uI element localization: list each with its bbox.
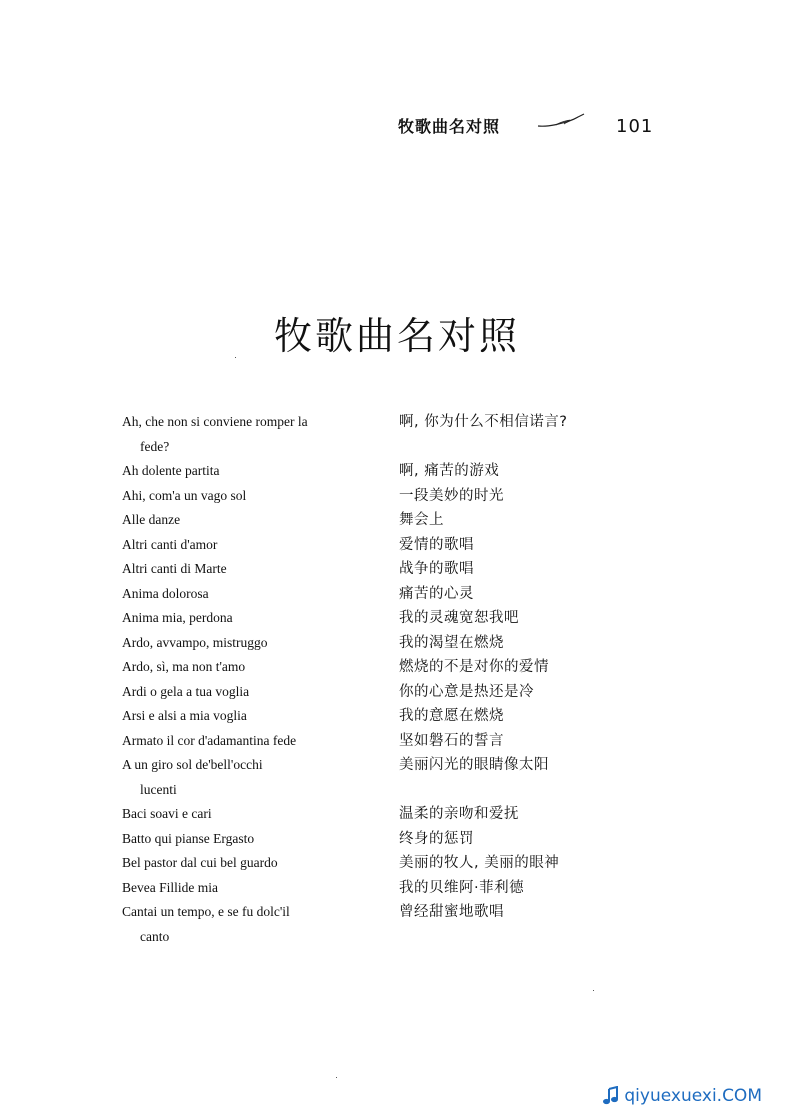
translated-title: 终身的惩罚: [399, 830, 474, 847]
translated-title: 啊, 痛苦的游戏: [399, 463, 500, 479]
translated-title: 爱情的歌唱: [399, 536, 474, 553]
scan-speck: [336, 1077, 337, 1078]
page-number: 101: [616, 116, 654, 137]
original-title-line: A un giro sol de'bell'occhi: [122, 757, 263, 772]
scan-speck: [235, 357, 236, 358]
table-row: [122, 557, 682, 582]
table-row: [122, 680, 682, 705]
table-row: [122, 582, 682, 607]
translated-title: 温柔的亲吻和爱抚: [399, 806, 519, 822]
translated-title: 一段美妙的时光: [399, 487, 504, 504]
scan-speck: [593, 990, 594, 991]
original-title: Bevea Fillide mia: [122, 879, 218, 895]
original-title: Bel pastor dal cui bel guardo: [122, 855, 278, 870]
table-row: [122, 827, 682, 852]
title-table: [122, 410, 682, 949]
translated-title: 美丽的牧人, 美丽的眼神: [399, 855, 560, 871]
original-title: Ah dolente partita: [122, 463, 220, 478]
table-row: [122, 851, 682, 876]
original-title: Ardo, sì, ma non t'amo: [122, 659, 246, 674]
original-title: Ahi, com'a un vago sol: [122, 487, 247, 503]
translated-title: 你的心意是热还是冷: [399, 683, 534, 700]
original-title-continuation: lucenti: [140, 781, 177, 797]
original-title: Baci soavi e cari: [122, 806, 212, 821]
page-title: 牧歌曲名对照: [273, 314, 520, 359]
table-row: [122, 508, 682, 533]
watermark-text: qiyuexuexi.COM: [624, 1086, 762, 1106]
original-title: Arsi e alsi a mia voglia: [122, 708, 247, 723]
original-title-line: Ah, che non si conviene romper la: [122, 414, 308, 429]
table-row: [122, 606, 682, 631]
table-row: [122, 655, 682, 680]
translated-title: 舞会上: [399, 512, 444, 528]
original-title: [122, 900, 367, 949]
original-title: Alle danze: [122, 512, 181, 527]
table-row: [122, 802, 682, 827]
table-row: [122, 484, 682, 509]
translated-title: 美丽闪光的眼睛像太阳: [399, 757, 549, 773]
original-title: Ardi o gela a tua voglia: [122, 683, 250, 699]
table-row: [122, 753, 682, 802]
table-row: [122, 729, 682, 754]
translated-title: 啊, 你为什么不相信诺言?: [399, 414, 568, 430]
original-title-continuation: fede?: [140, 438, 170, 454]
original-title-continuation: canto: [140, 928, 170, 944]
translated-title: 我的贝维阿·菲利德: [399, 879, 525, 896]
translated-title: 我的意愿在燃烧: [399, 708, 504, 724]
running-header-title: 牧歌曲名对照: [398, 117, 501, 136]
original-title: Altri canti di Marte: [122, 561, 227, 576]
original-title: Altri canti d'amor: [122, 536, 218, 552]
original-title: [122, 410, 367, 459]
original-title: Armato il cor d'adamantina fede: [122, 732, 297, 748]
music-note-icon: [602, 1086, 620, 1106]
translated-title: 我的渴望在燃烧: [399, 634, 504, 651]
original-title-line: Cantai un tempo, e se fu dolc'il: [122, 904, 290, 919]
original-title: Anima mia, perdona: [122, 610, 233, 625]
translated-title: 战争的歌唱: [399, 561, 474, 577]
table-row: [122, 876, 682, 901]
table-row: [122, 631, 682, 656]
translated-title: 坚如磐石的誓言: [399, 732, 504, 749]
original-title: [122, 753, 367, 802]
table-row: [122, 410, 682, 459]
original-title: Anima dolorosa: [122, 585, 209, 601]
original-title: Batto qui pianse Ergasto: [122, 830, 255, 846]
table-row: [122, 533, 682, 558]
table-row: [122, 900, 682, 949]
site-watermark: [602, 1086, 762, 1106]
translated-title: 痛苦的心灵: [399, 585, 474, 602]
table-row: [122, 704, 682, 729]
flourish-ornament-icon: [536, 112, 586, 130]
translated-title: 曾经甜蜜地歌唱: [399, 904, 504, 920]
translated-title: 燃烧的不是对你的爱情: [399, 659, 549, 675]
original-title: Ardo, avvampo, mistruggo: [122, 634, 268, 650]
table-row: [122, 459, 682, 484]
translated-title: 我的灵魂宽恕我吧: [399, 610, 519, 626]
